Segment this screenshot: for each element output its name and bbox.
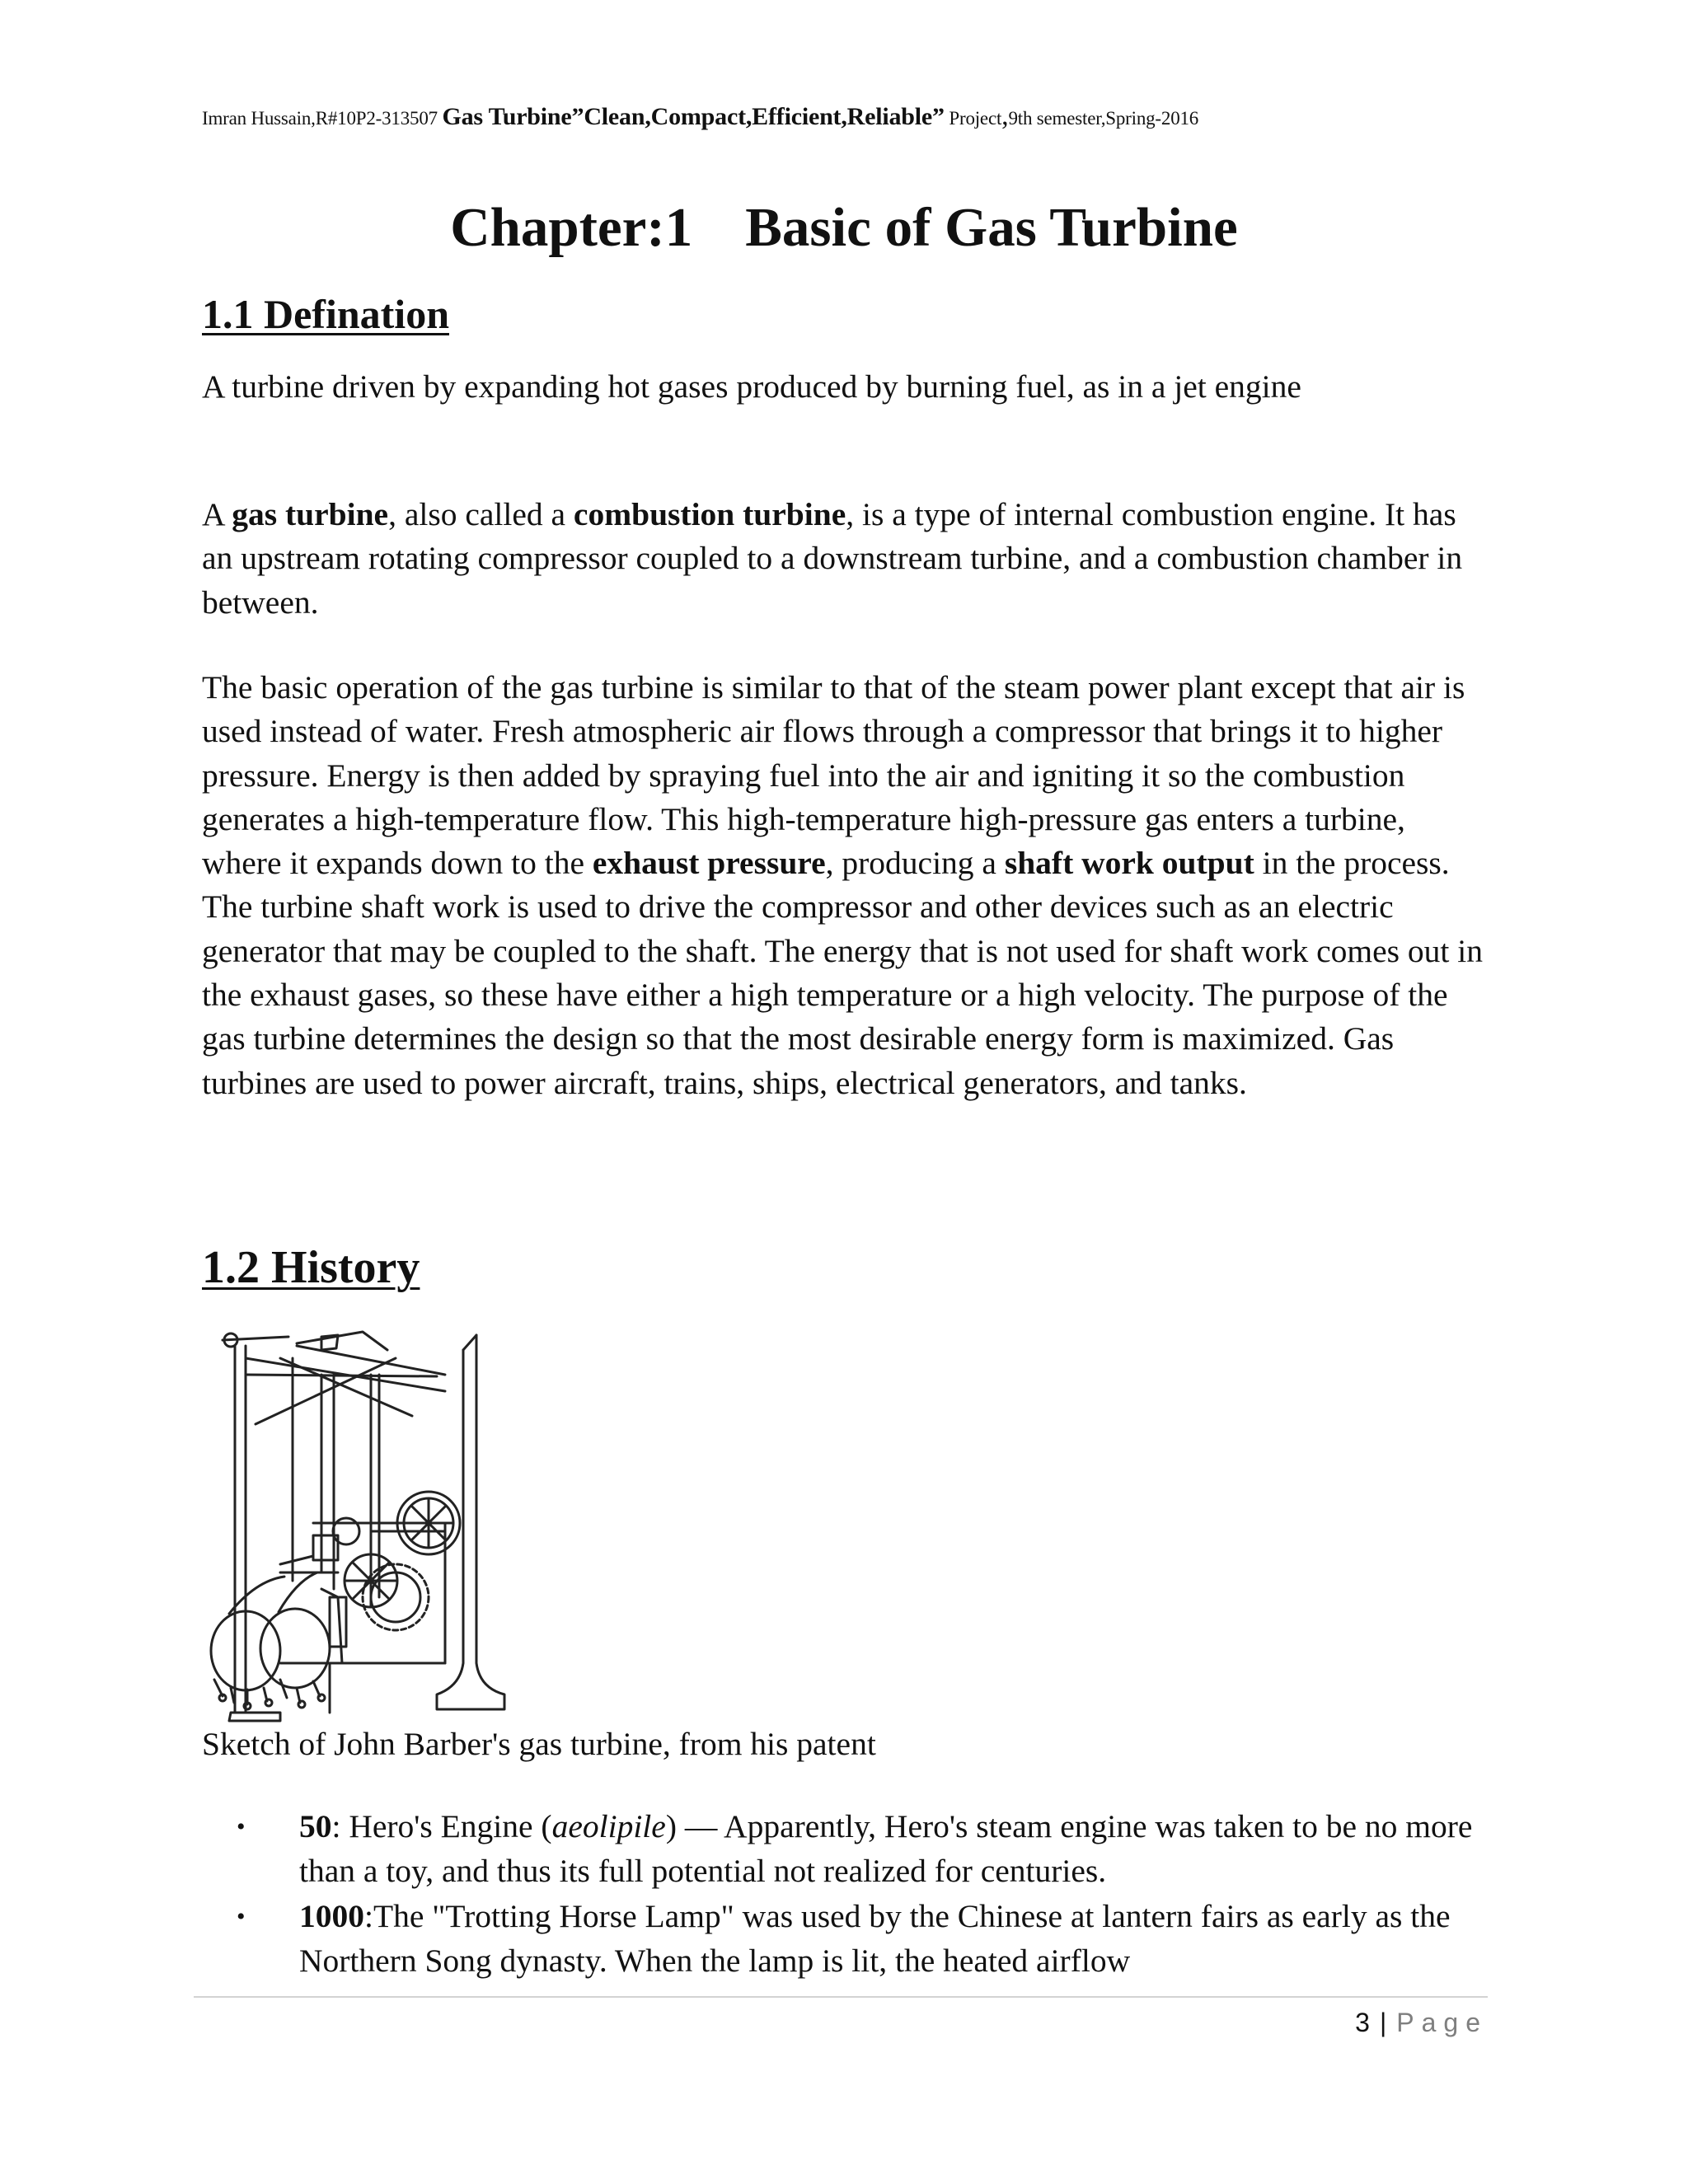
history-timeline	[202, 1805, 1488, 1985]
timeline-year: 1000	[299, 1898, 364, 1934]
text-run: , is a type of internal combustion engine. It has an upstream rotating compressor coupled to a downstream turbine, and a combustion chamber in between.	[202, 496, 1463, 621]
section-heading-history: 1.2 History	[202, 1242, 420, 1293]
italic-term: aeolipile	[551, 1808, 666, 1844]
header-comma: ,	[1001, 101, 1009, 131]
header-semester: 9th semester,Spring-2016	[1008, 108, 1199, 129]
text-run: ) — Apparently, Hero's steam engine was taken to be no more than a toy, and thus its full potential not realized for centuries.	[299, 1808, 1473, 1889]
list-item	[202, 1895, 1488, 1983]
page-footer	[1355, 2008, 1488, 2038]
footer-divider	[194, 1996, 1488, 1998]
bullet-icon: •	[237, 1813, 246, 1840]
page-number: 3	[1355, 2008, 1370, 2037]
bold-term-gas-turbine: gas turbine	[232, 496, 389, 532]
header-project-title: Gas Turbine”Clean,Compact,Efficient,Reliable”	[442, 103, 945, 130]
running-header	[202, 101, 1488, 132]
bullet-icon: •	[237, 1903, 246, 1930]
header-author: Imran Hussain,R#10P2-313507	[202, 108, 438, 129]
text-run: in the process. The turbine shaft work is used to drive the compressor and other devices such as an electric generator that may be coupled to the shaft. The energy that is not used for shaft work comes out in the exhaust gases, so these have either a high temperature or a high velocity. The purpose of the gas turbine determines the design so that the most desirable energy form is maximized. Gas turbines are used to power aircraft, trains, ships, electrical generators, and tanks.	[202, 845, 1483, 1101]
header-project-word: Project	[949, 108, 1002, 129]
chapter-label: Chapter:1	[450, 197, 693, 258]
page-label: Page	[1396, 2008, 1488, 2037]
text-run: :The "Trotting Horse Lamp" was used by the Chinese at lantern fairs as early as the Northern Song dynasty. When the lamp is lit, the heated airflow	[299, 1898, 1451, 1979]
barber-gas-turbine-sketch	[198, 1325, 544, 1722]
footer-separator: |	[1379, 2008, 1387, 2037]
text-run: The basic operation of the gas turbine is similar to that of the steam power plant except that air is used instead of water. Fresh atmospheric air flows through a compressor that brings it to higher pressure. Energy is then added by spraying fuel into the air and igniting it so the combustion generates a high-temperature flow. This high-temperature high-pressure gas enters a turbine, where it expands down to the	[202, 669, 1465, 882]
text-run: A	[202, 496, 232, 532]
text-run: : Hero's Engine (	[331, 1808, 552, 1844]
figure-caption: Sketch of John Barber's gas turbine, from his patent	[202, 1726, 876, 1762]
text-run: , also called a	[388, 496, 574, 532]
definition-paragraph-1: A turbine driven by expanding hot gases produced by burning fuel, as in a jet engine	[202, 368, 1301, 405]
operation-paragraph	[202, 666, 1488, 1105]
list-item	[202, 1805, 1488, 1893]
chapter-name: Basic of Gas Turbine	[745, 197, 1238, 258]
text-run: , producing a	[825, 845, 1005, 882]
bold-term-shaft-work-output: shaft work output	[1004, 845, 1254, 882]
bold-term-exhaust-pressure: exhaust pressure	[592, 845, 826, 882]
section-heading-definition: 1.1 Defination	[202, 291, 449, 337]
chapter-title	[0, 196, 1688, 260]
timeline-year: 50	[299, 1808, 332, 1844]
bold-term-combustion-turbine: combustion turbine	[573, 496, 846, 532]
definition-paragraph-2	[202, 493, 1488, 625]
